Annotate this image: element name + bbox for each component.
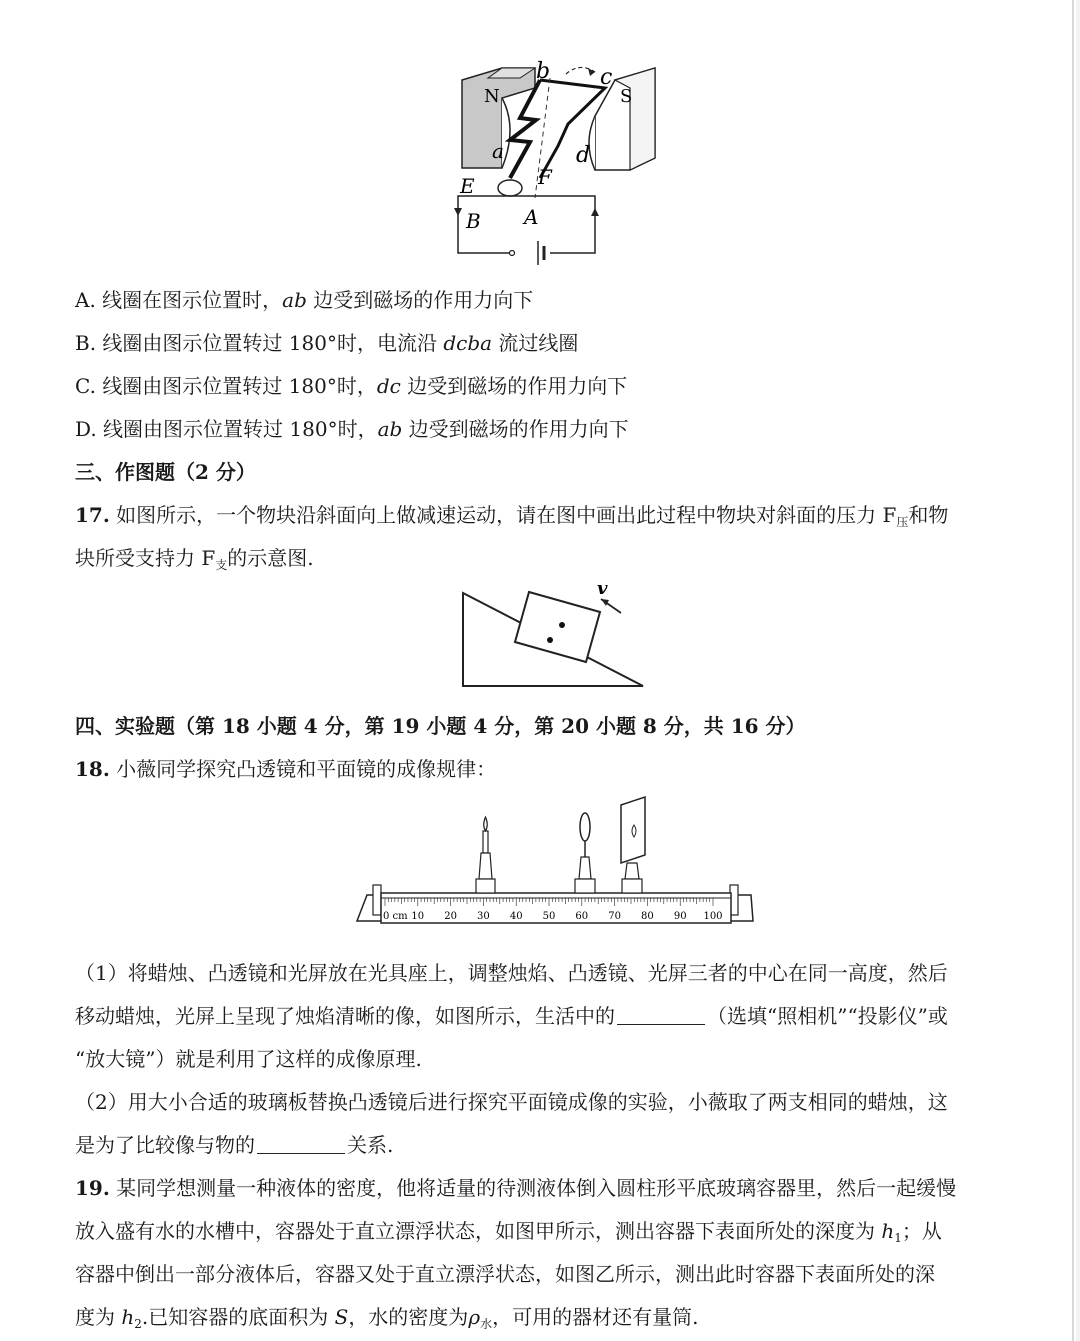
section-heading-experiment: 四、实验题（第 18 小题 4 分，第 19 小题 4 分，第 20 小题 8 分，共 16 分） bbox=[75, 714, 806, 738]
label-d: d bbox=[576, 143, 591, 168]
q18-p2-line1: （2）用大小合适的玻璃板替换凸透镜后进行探究平面镜成像的实验，小薇取了两支相同的蜡烛，这 bbox=[75, 1090, 948, 1114]
q18-p1-line2: 移动蜡烛，光屏上呈现了烛焰清晰的像，如图所示，生活中的 （选填“照相机”“投影仪”或 bbox=[75, 1004, 948, 1028]
label-S: S bbox=[620, 86, 633, 107]
label-N: N bbox=[484, 86, 500, 107]
q17-line1: 17. 如图所示，一个物块沿斜面向上做减速运动，请在图中画出此过程中物块对斜面的压力 $F_压$和物 bbox=[75, 503, 949, 529]
optical-bench-diagram bbox=[355, 795, 755, 930]
label-A: A bbox=[524, 205, 539, 229]
incline-diagram bbox=[455, 578, 655, 698]
ruler-tick-label: 60 bbox=[575, 911, 589, 922]
ruler-tick-label: 10 bbox=[411, 911, 425, 922]
option-c: C. 线圈由图示位置转过 180°时，dc 边受到磁场的作用力向下 bbox=[75, 374, 628, 398]
option-b: B. 线圈由图示位置转过 180°时，电流沿 dcba 流过线圈 bbox=[75, 331, 579, 355]
ruler-tick-label: 80 bbox=[641, 911, 654, 922]
ruler-tick-label: 90 bbox=[673, 911, 687, 922]
label-a: a bbox=[492, 139, 504, 163]
option-d: D. 线圈由图示位置转过 180°时，ab 边受到磁场的作用力向下 bbox=[75, 417, 629, 441]
page-edge-shade bbox=[1076, 0, 1080, 1341]
ruler-tick-label: 50 bbox=[542, 911, 556, 922]
label-F: F bbox=[538, 165, 552, 189]
answer-blank-2[interactable] bbox=[257, 1133, 345, 1154]
ruler-tick-label: 40 bbox=[509, 911, 523, 922]
label-B: B bbox=[466, 209, 481, 233]
q19-line4: 度为 $h_2$.已知容器的底面积为 S，水的密度为$\rho_水$，可用的器材还有量筒. bbox=[75, 1305, 699, 1331]
q19-line1: 19. 某同学想测量一种液体的密度，他将适量的待测液体倒入圆柱形平底玻璃容器里，然后一起缓慢 bbox=[75, 1176, 957, 1200]
label-c: c bbox=[600, 65, 613, 90]
ruler-tick-label: 100 bbox=[703, 911, 723, 922]
q19-line2: 放入盛有水的水槽中，容器处于直立漂浮状态，如图甲所示，测出容器下表面所处的深度为 $h_1$；从 bbox=[75, 1219, 942, 1245]
q17-line2: 块所受支持力 $F_支$的示意图. bbox=[75, 546, 314, 572]
ruler-tick-label: 0 cm bbox=[383, 911, 408, 922]
ruler-tick-label: 70 bbox=[608, 911, 621, 922]
label-b: b bbox=[536, 59, 551, 84]
q18-p2-line2: 是为了比较像与物的 关系. bbox=[75, 1133, 394, 1157]
answer-blank-1[interactable] bbox=[617, 1004, 705, 1025]
ruler-tick-label: 30 bbox=[477, 911, 490, 922]
q18-p1-line3: “放大镜”）就是利用了这样的成像原理. bbox=[75, 1047, 422, 1071]
page-edge bbox=[1072, 0, 1074, 1341]
section-heading-drawing: 三、作图题（2 分） bbox=[75, 460, 256, 484]
motor-diagram bbox=[440, 58, 670, 268]
q18-title: 18. 小薇同学探究凸透镜和平面镜的成像规律： bbox=[75, 757, 497, 781]
option-a: A. 线圈在图示位置时，ab 边受到磁场的作用力向下 bbox=[75, 288, 534, 312]
q18-p1-line1: （1）将蜡烛、凸透镜和光屏放在光具座上，调整烛焰、凸透镜、光屏三者的中心在同一高度，然后 bbox=[75, 961, 948, 985]
velocity-label: v bbox=[597, 578, 608, 599]
ruler-tick-label: 20 bbox=[444, 911, 457, 922]
q19-line3: 容器中倒出一部分液体后，容器又处于直立漂浮状态，如图乙所示，测出此时容器下表面所处的深 bbox=[75, 1262, 935, 1286]
label-E: E bbox=[460, 174, 475, 198]
